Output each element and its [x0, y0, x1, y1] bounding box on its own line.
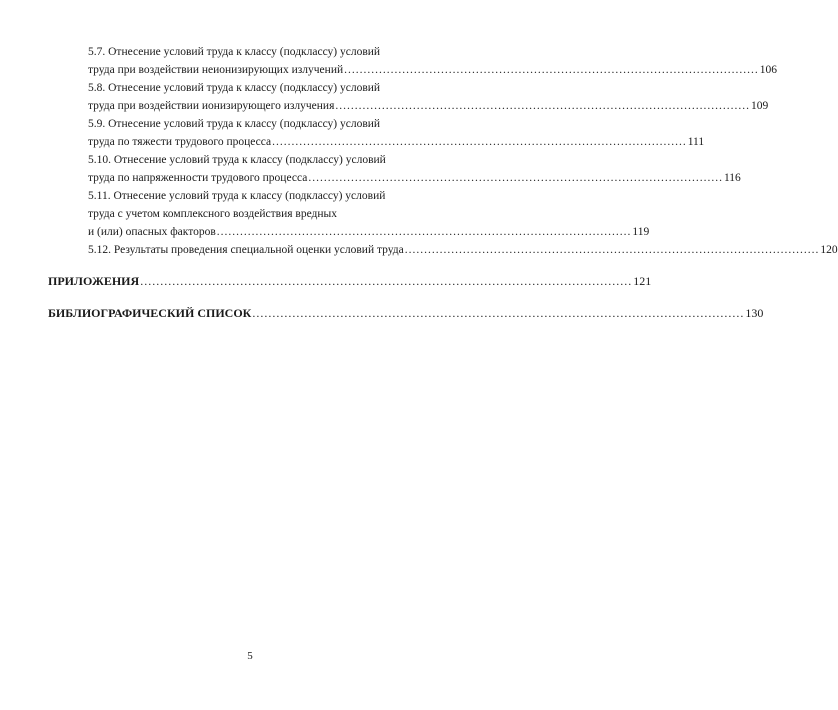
toc-entry-5-8 — [88, 81, 769, 113]
toc-entry-page: 120 — [820, 244, 838, 256]
toc-entry-leader-line — [88, 243, 838, 257]
toc-entry-title: 5.12. Результаты проведения специальной оценки условий труда — [88, 244, 404, 256]
dot-leader: ........................................................................................................... — [216, 226, 632, 238]
toc-entry-title-line: 5.9. Отнесение условий труда к классу (подклассу) условий — [88, 118, 381, 130]
dot-leader: ........................................................................................................... — [335, 100, 751, 112]
toc-entry-page: 130 — [745, 306, 764, 320]
toc-entry-page: 109 — [751, 100, 769, 112]
toc-entry-leader-line — [48, 274, 652, 288]
toc-entry-title-line: 5.8. Отнесение условий труда к классу (подклассу) условий — [88, 82, 381, 94]
dot-leader: ........................................................................................................................... — [252, 306, 745, 320]
toc-entry-title-tail: труда по напряженности трудового процесса — [88, 172, 308, 184]
toc-entry-leader-line — [88, 225, 650, 239]
toc-entry-5-12 — [88, 243, 838, 257]
toc-entry-leader-line — [48, 306, 764, 320]
toc-entry-page: 121 — [633, 274, 652, 288]
toc-entry-title-line: 5.11. Отнесение условий труда к классу (подклассу) условий — [88, 190, 386, 202]
toc-entry-bibliography — [48, 306, 764, 320]
toc-entry-page: 106 — [759, 64, 777, 76]
toc-entry-title-tail: труда при воздействии неионизирующих излучений — [88, 64, 344, 76]
toc-entry-title-line: 5.10. Отнесение условий труда к классу (подклассу) условий — [88, 154, 386, 166]
toc-entry-5-11 — [88, 189, 650, 239]
dot-leader: ........................................................................................................... — [404, 244, 820, 256]
toc-entry-leader-line — [88, 171, 741, 185]
toc-entry-5-7 — [88, 45, 777, 77]
toc-entry-title-tail: труда при воздействии ионизирующего излучения — [88, 100, 335, 112]
dot-leader: ........................................................................................................... — [344, 64, 759, 76]
toc-entry-page: 111 — [687, 136, 705, 148]
page-number: 5 — [247, 650, 253, 662]
dot-leader: ........................................................................................................... — [272, 136, 687, 148]
toc-entry-page: 116 — [723, 172, 741, 184]
dot-leader: ........................................................................................................................... — [140, 274, 633, 288]
toc-entry-leader-line — [88, 63, 777, 77]
toc-entry-5-9 — [88, 117, 705, 149]
toc-major-title: ПРИЛОЖЕНИЯ — [48, 274, 140, 288]
dot-leader: ........................................................................................................... — [308, 172, 723, 184]
toc-major-title: БИБЛИОГРАФИЧЕСКИЙ СПИСОК — [48, 306, 252, 320]
toc-entry-leader-line — [88, 99, 769, 113]
toc-entry-5-10 — [88, 153, 741, 185]
toc-entry-title-tail: труда по тяжести трудового процесса — [88, 136, 272, 148]
toc-entry-title-middle: труда с учетом комплексного воздействия вредных — [88, 208, 338, 220]
toc-entry-page: 119 — [632, 226, 650, 238]
toc-entry-title-tail: и (или) опасных факторов — [88, 226, 216, 238]
toc-entry-leader-line — [88, 135, 705, 149]
toc-entry-appendices — [48, 274, 652, 288]
toc-entry-title-line: 5.7. Отнесение условий труда к классу (подклассу) условий — [88, 46, 381, 58]
